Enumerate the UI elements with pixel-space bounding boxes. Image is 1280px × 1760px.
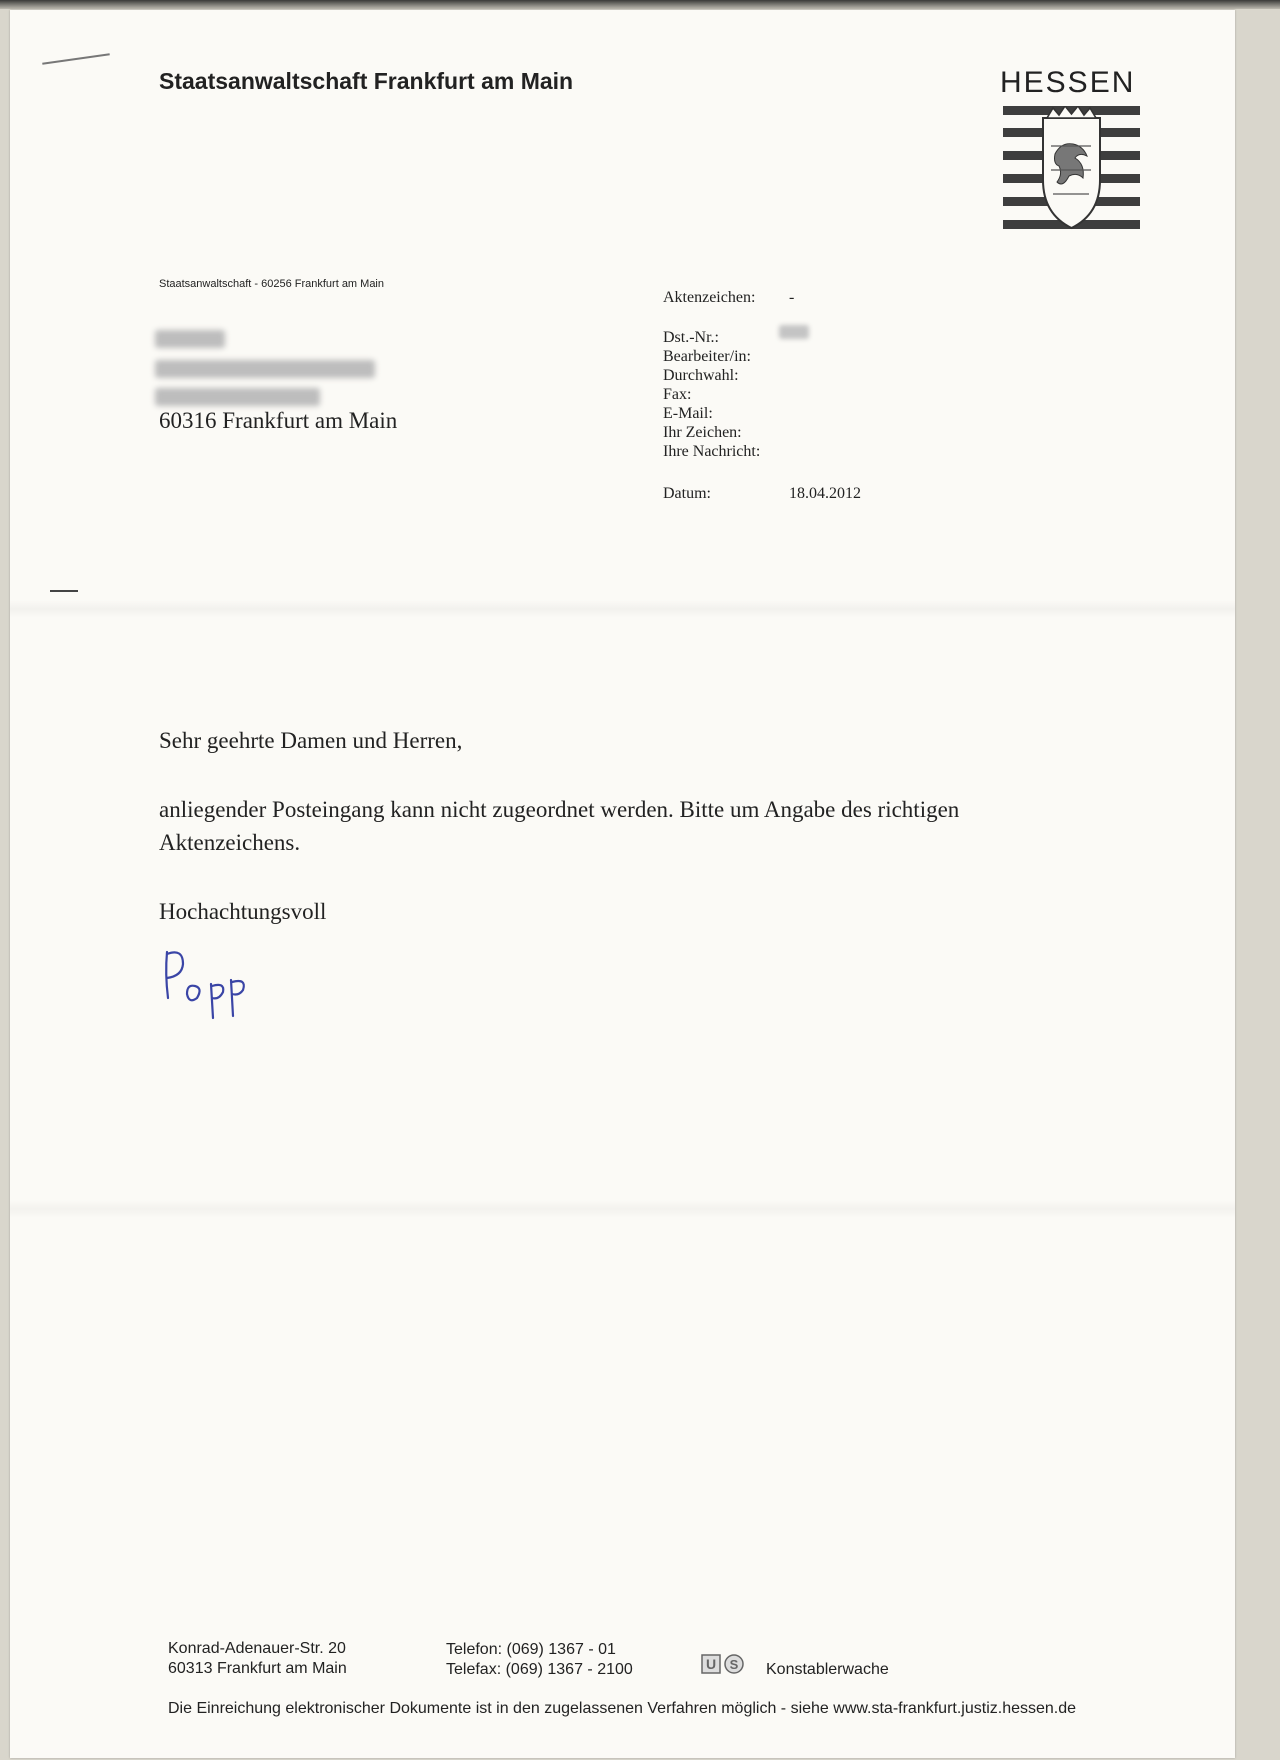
svg-text:S: S [729, 1657, 739, 1672]
aktenzeichen-value: - [789, 289, 795, 306]
paper-fold [10, 600, 1235, 618]
footer-street: Konrad-Adenauer-Str. 20 [168, 1640, 346, 1657]
handwritten-signature [155, 940, 265, 1020]
salutation: Sehr geehrte Damen und Herren, [159, 728, 463, 753]
datum-label: Datum: [663, 485, 711, 502]
recipient-city: 60316 Frankfurt am Main [159, 408, 398, 433]
redacted-recipient-line [155, 360, 375, 378]
footer-notice: Die Einreichung elektronischer Dokumente ist in den zugelassenen Verfahren möglich - siehe www.sta-frankfurt.justiz.hessen.de [168, 1700, 1077, 1717]
return-address: Staatsanwaltschaft - 60256 Frankfurt am Main [159, 278, 384, 290]
body-line: anliegender Posteingang kann nicht zugeordnet werden. Bitte um Angabe des richtigen [159, 797, 960, 822]
ihr-zeichen-label: Ihr Zeichen: [663, 424, 742, 441]
footer-telefax: Telefax: (069) 1367 - 2100 [446, 1661, 633, 1678]
footer-phone: Telefon: (069) 1367 - 01 [446, 1641, 616, 1658]
ihre-nachricht-label: Ihre Nachricht: [663, 443, 761, 460]
redacted-dst-nr [779, 325, 809, 339]
dst-nr-label: Dst.-Nr.: [663, 329, 719, 346]
letter-page [10, 10, 1235, 1758]
email-label: E-Mail: [663, 405, 713, 422]
hessen-lion-crest-icon [1003, 106, 1140, 246]
bearbeiter-label: Bearbeiter/in: [663, 348, 751, 365]
closing: Hochachtungsvoll [159, 899, 327, 924]
datum-value: 18.04.2012 [789, 485, 861, 502]
durchwahl-label: Durchwahl: [663, 367, 739, 384]
fax-label: Fax: [663, 386, 692, 403]
body-line: Aktenzeichens. [159, 830, 301, 855]
state-name: HESSEN [1000, 66, 1136, 99]
sender-title: Staatsanwaltschaft Frankfurt am Main [159, 68, 574, 94]
paper-fold [10, 1200, 1235, 1218]
redacted-recipient-line [155, 388, 320, 406]
footer-station: Konstablerwache [766, 1661, 889, 1678]
u-bahn-s-bahn-icon [700, 1653, 754, 1675]
svg-text:U: U [705, 1656, 717, 1672]
fold-mark [50, 590, 78, 592]
redacted-recipient-line [155, 330, 225, 348]
scan-top-edge [0, 0, 1280, 9]
footer-postal-city: 60313 Frankfurt am Main [168, 1660, 347, 1677]
aktenzeichen-label: Aktenzeichen: [663, 289, 756, 306]
fold-mark [42, 53, 110, 64]
